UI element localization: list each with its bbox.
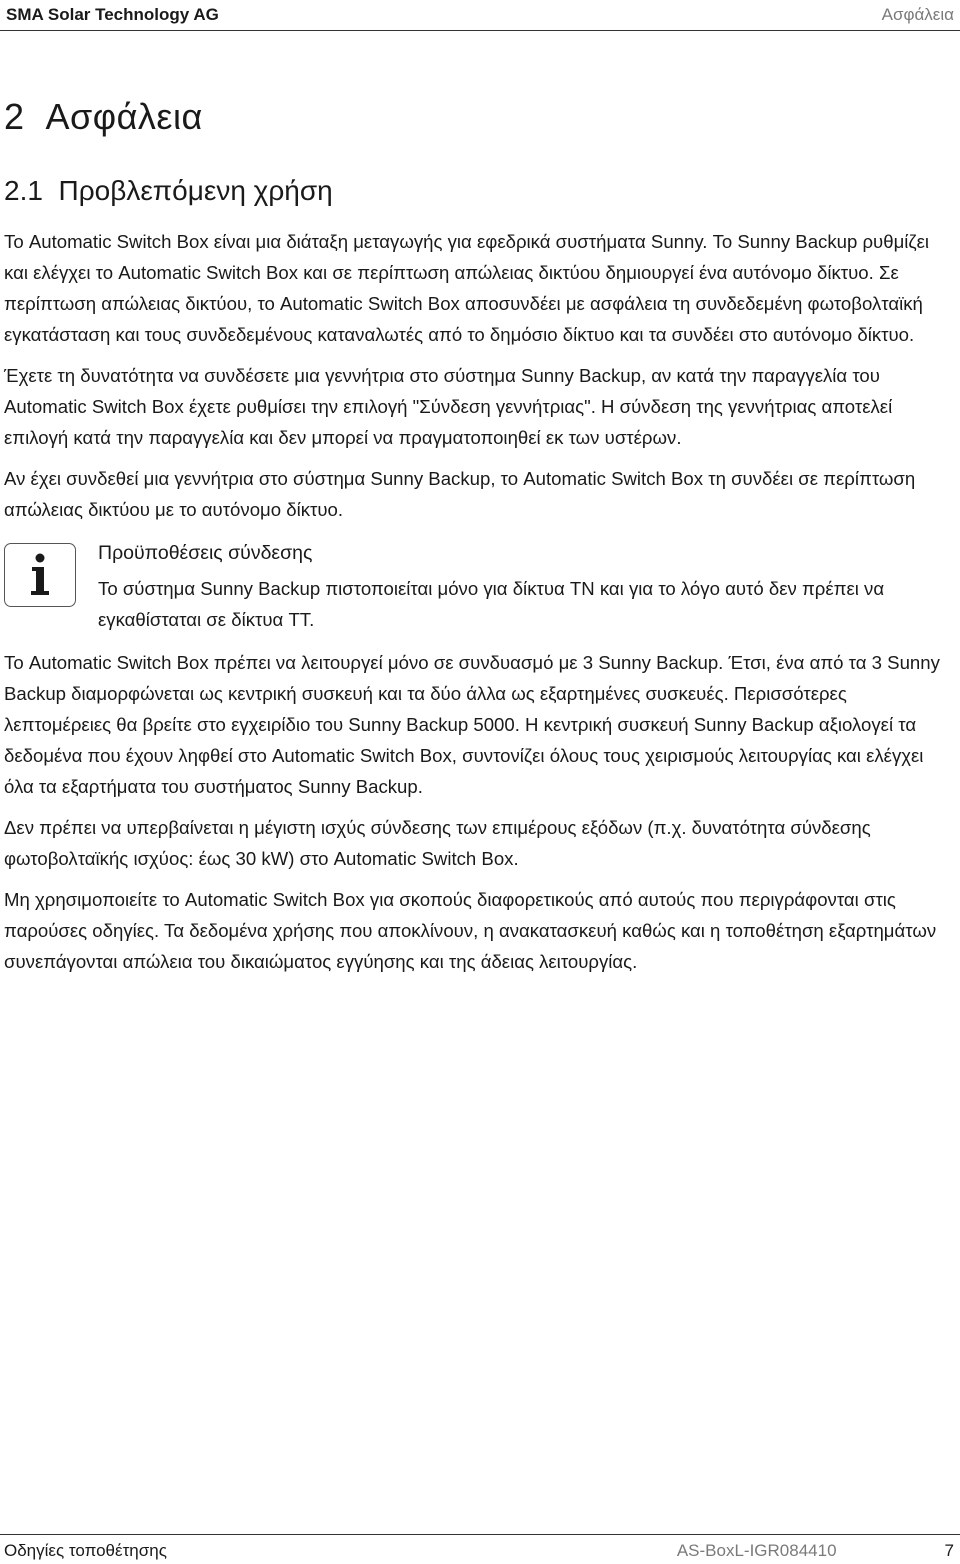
paragraph-generator-connection: Αν έχει συνδεθεί μια γεννήτρια στο σύστημα Sunny Backup, το Automatic Switch Box τη συνδέει σε περίπτωση απώλειας δικτύου με το αυτόνομο δίκτυο.	[4, 468, 916, 520]
paragraph-generator: Έχετε τη δυνατότητα να συνδέσετε μια γεννήτρια στο σύστημα Sunny Backup, αν κατά την παραγγελία του Automatic Switch Box έχετε ρυθμίσει την επιλογή "Σύνδεση γεννήτριας". Η σύνδεση της γεννήτριας αποτελεί επιλογή κατά την παραγγελία και δεν μπορεί να πραγματοποιηθεί εκ των υστέρων.	[4, 365, 893, 448]
company-name: SMA Solar Technology AG	[6, 5, 219, 24]
info-note	[4, 539, 956, 635]
note-text: Το σύστημα Sunny Backup πιστοποιείται μόνο για δίκτυα TN και για το λόγο αυτό δεν πρέπει να εγκαθίσταται σε δίκτυα TT.	[98, 578, 885, 630]
header-divider	[0, 30, 960, 31]
document-type: Οδηγίες τοποθέτησης	[4, 1541, 167, 1560]
paragraph-misuse: Μη χρησιμοποιείτε το Automatic Switch Box για σκοπούς διαφορετικούς από αυτούς που περιγράφονται στις παρούσες οδηγίες. Τα δεδομένα χρήσης που αποκλίνουν, η ανακατασκευή καθώς και η τοποθέτηση εξαρτημάτων συνεπάγονται απώλεια του δικαιώματος εγγύησης και της άδειας λειτουργίας.	[4, 889, 937, 972]
chapter-heading	[4, 96, 203, 138]
footer-divider	[0, 1534, 960, 1535]
body-content	[4, 226, 956, 979]
section-number: 2.1	[4, 175, 43, 206]
section-title: Προβλεπόμενη χρήση	[58, 175, 333, 206]
running-section-title: Ασφάλεια	[881, 5, 954, 24]
chapter-title: Ασφάλεια	[45, 96, 203, 137]
paragraph-intro: Το Automatic Switch Box είναι μια διάταξη μεταγωγής για εφεδρικά συστήματα Sunny. Το Sunny Backup ρυθμίζει και ελέγχει το Automatic Switch Box και σε περίπτωση απώλειας δικτύου δημιουργεί ένα αυτόνομο δίκτυο. Σε περίπτωση απώλειας δικτύου, το Automatic Switch Box αποσυνδέει με ασφάλεια τη συνδεδεμένη φωτοβολταϊκή εγκατάσταση και τους συνδεδεμένους καταναλωτές από το δημόσιο δίκτυο και τα συνδέει στο αυτόνομο δίκτυο.	[4, 231, 930, 345]
paragraph-max-power: Δεν πρέπει να υπερβαίνεται η μέγιστη ισχύς σύνδεσης των επιμέρους εξόδων (π.χ. δυνατότητα σύνδεσης φωτοβολταϊκής ισχύος: έως 30 kW) στο Automatic Switch Box.	[4, 817, 871, 869]
info-icon	[4, 543, 76, 607]
note-title: Προϋποθέσεις σύνδεσης	[98, 542, 313, 564]
document-code: AS-BoxL-IGR084410	[676, 1541, 837, 1560]
page-number: 7	[944, 1541, 954, 1560]
paragraph-sunny-backup: Το Automatic Switch Box πρέπει να λειτουργεί μόνο σε συνδυασμό με 3 Sunny Backup. Έτσι, ένα από τα 3 Sunny Backup διαμορφώνεται ως κεντρική συσκευή και τα δύο άλλα ως εξαρτημένες συσκευές. Περισσότερες λεπτομέρειες θα βρείτε στο εγχειρίδιο του Sunny Backup 5000. Η κεντρική συσκευή Sunny Backup αξιολογεί τα δεδομένα που έχουν ληφθεί στο Automatic Switch Box, συντονίζει όλους τους χειρισμούς λειτουργίας και ελέγχει όλα τα εξαρτήματα του συστήματος Sunny Backup.	[4, 652, 940, 797]
page-footer	[4, 1540, 954, 1562]
page-header	[6, 0, 954, 30]
section-heading	[4, 175, 333, 207]
chapter-number: 2	[4, 96, 25, 137]
